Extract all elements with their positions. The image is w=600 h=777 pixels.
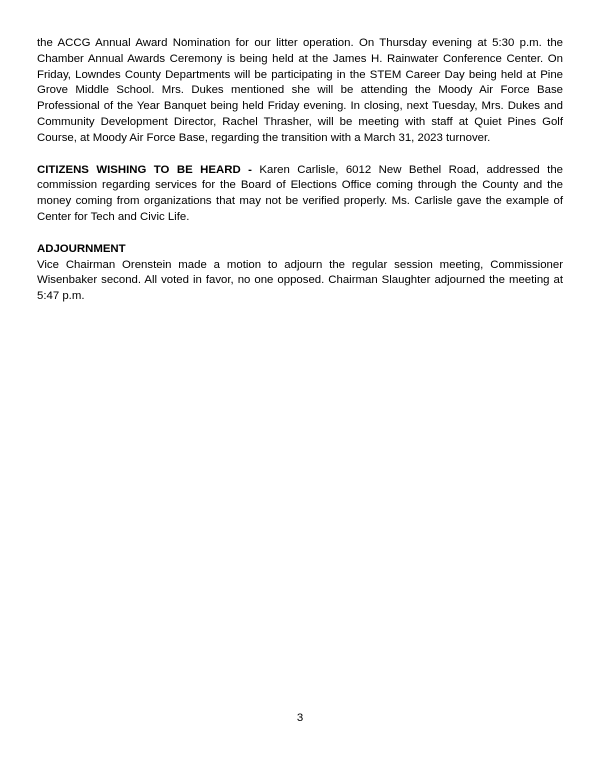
- citizens-text: Karen Carlisle, 6012 New Bethel Road, addressed the commission regarding services for the Board of Elections Office coming through the County and the money coming from organizations that may not be verified properly. Ms. Carlisle gave the example of Center for Tech and Civic Life.: [37, 163, 563, 223]
- paragraph-adjournment: Vice Chairman Orenstein made a motion to adjourn the regular session meeting, Commissioner Wisenbaker second. All voted in favor, no one opposed. Chairman Slaughter adjourned the meeting at 5:47 p.m.: [37, 258, 563, 303]
- page-number: 3: [296, 712, 304, 724]
- document-page: [37, 36, 563, 305]
- citizens-heading: CITIZENS WISHING TO BE HEARD -: [37, 163, 252, 176]
- adjournment-heading: ADJOURNMENT: [37, 242, 126, 255]
- paragraph-announcements: the ACCG Annual Award Nomination for our litter operation. On Thursday evening at 5:30 p.m. the Chamber Annual Awards Ceremony is being held at the James H. Rainwater Conference Center. On Friday, Lowndes County Departments will be participating in the STEM Career Day being held at Pine Grove Middle School. Mrs. Dukes mentioned she will be attending the Moody Air Force Base Professional of the Year Banquet being held Friday evening. In closing, next Tuesday, Mrs. Dukes and Community Development Director, Rachel Thrasher, will be meeting with staff at Quiet Pines Golf Course, at Moody Air Force Base, regarding the transition with a March 31, 2023 turnover.: [37, 37, 563, 144]
- paragraph-citizens: [37, 163, 563, 226]
